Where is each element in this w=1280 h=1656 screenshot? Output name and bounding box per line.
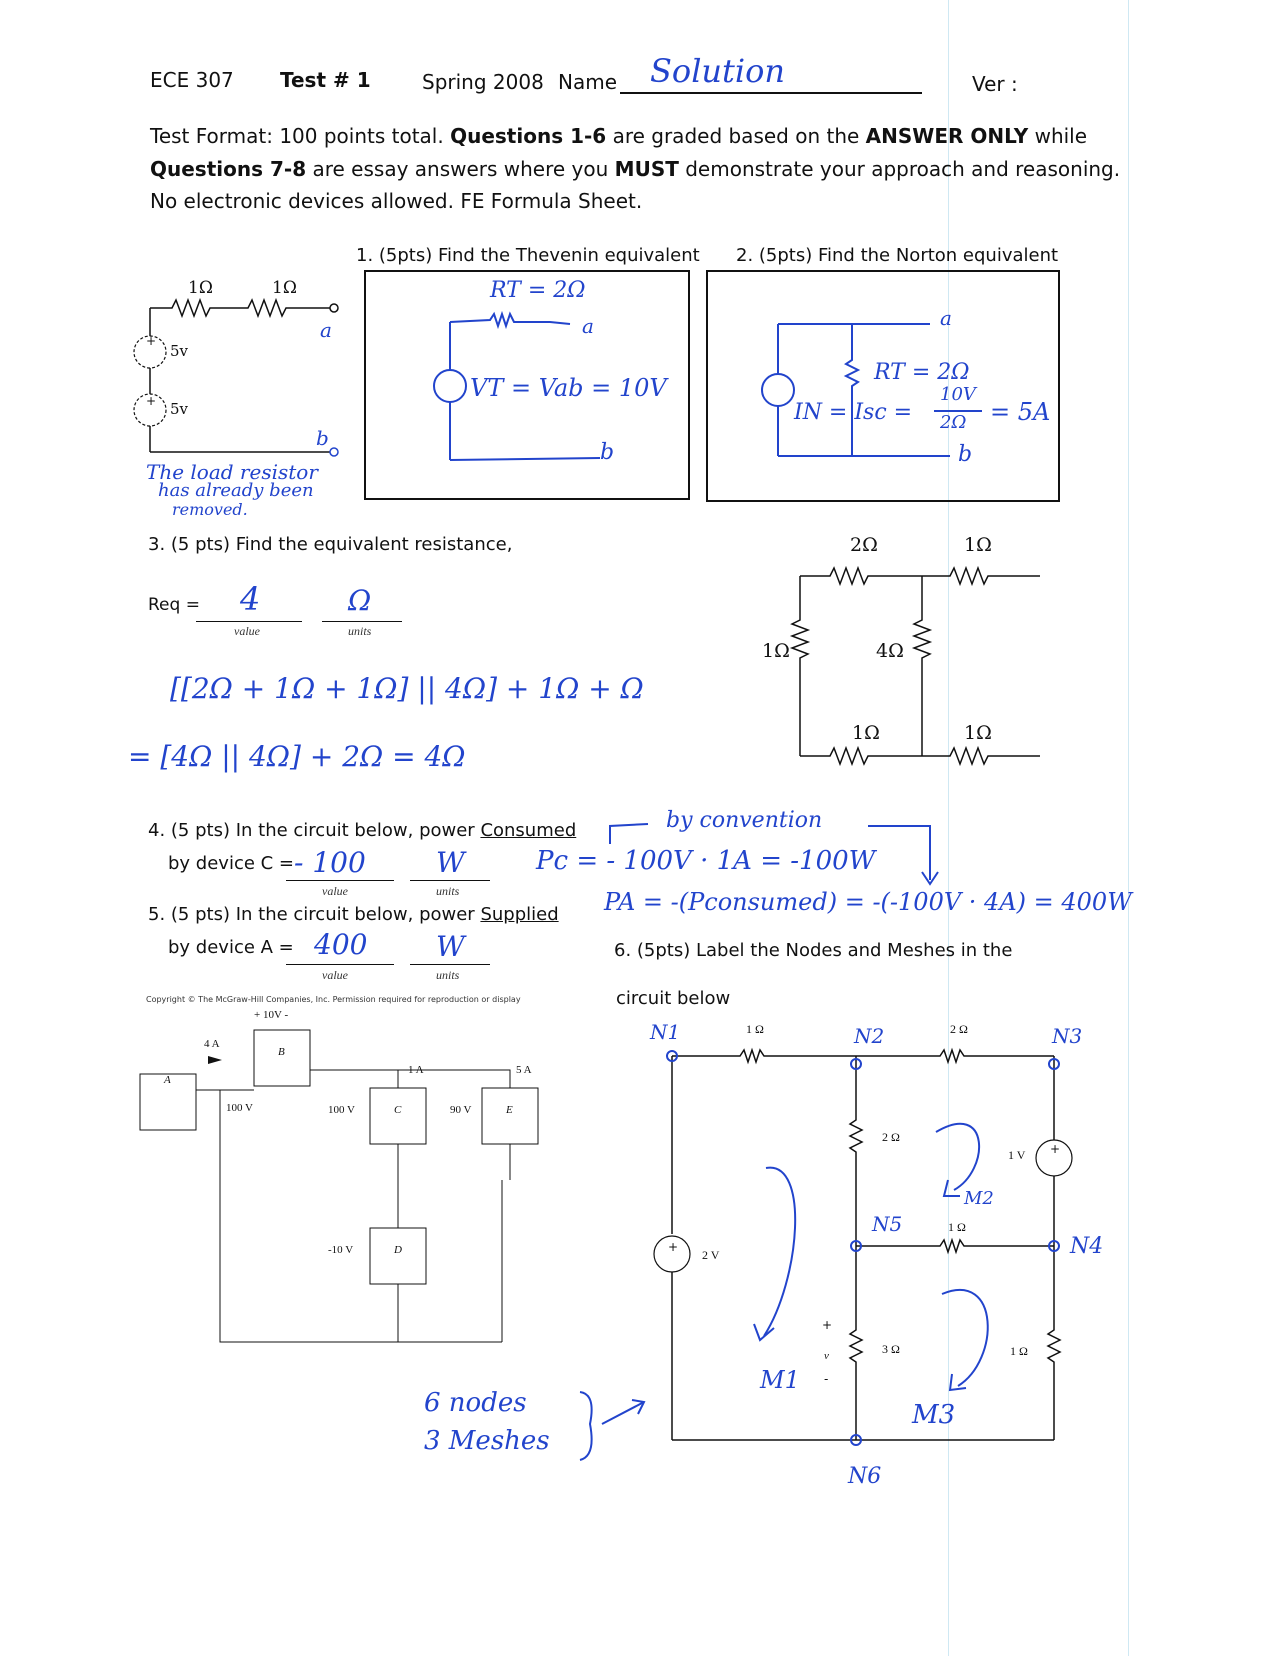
q5-label-d: D: [394, 1244, 402, 1256]
q5-label-c: C: [394, 1104, 402, 1116]
q2-in: IN = Isc =: [794, 400, 913, 425]
q5-copyright: Copyright © The McGraw-Hill Companies, Inc. Permission required for reproduction or display: [146, 995, 521, 1004]
q6-node-n2: N2: [854, 1024, 885, 1048]
q2-node-b: b: [958, 442, 973, 467]
q4-pc: Pc = - 100V · 1A = -100W: [536, 846, 876, 876]
q3-r-left: 1Ω: [762, 640, 790, 662]
q1-rt: RT = 2Ω: [490, 278, 586, 303]
q6-vsense-label: v: [824, 1350, 829, 1362]
q6-vsense-minus: -: [824, 1372, 829, 1386]
q6-v2-plus: +: [668, 1240, 679, 1254]
q2-title: 2. (5pts) Find the Norton equivalent: [736, 245, 1059, 266]
q3-units: Ω: [348, 584, 372, 617]
q3-req-label: Req =: [148, 595, 200, 615]
q3-work-2: = [4Ω || 4Ω] + 2Ω = 4Ω: [128, 740, 466, 773]
q3-work-1: [[2Ω + 1Ω + 1Ω] || 4Ω] + 1Ω + Ω: [170, 672, 644, 705]
name-value: Solution: [650, 52, 785, 90]
q1-note-1: The load resistor: [146, 460, 318, 484]
q5-value-caption: value: [322, 968, 348, 982]
term: Spring 2008: [422, 70, 544, 94]
name-underline: [620, 92, 922, 94]
q6-mesh-m2: M2: [964, 1188, 994, 1209]
q5-pa: PA = -(Pconsumed) = -(-100V · 4A) = 400W: [604, 888, 1132, 916]
q6-node-n6: N6: [848, 1464, 882, 1489]
q6-v1: 1 V: [1008, 1148, 1026, 1162]
q5-units-caption: units: [436, 968, 460, 982]
q5-label-b: B: [278, 1046, 285, 1058]
q4-units-line: [410, 880, 490, 881]
q3-units-line: [322, 621, 402, 622]
q5-line-1: 5. (5 pts) In the circuit below, power Supplied: [148, 904, 559, 925]
q4-value: - 100: [294, 846, 366, 879]
version-label: Ver :: [972, 72, 1018, 96]
q5-units: W: [436, 930, 465, 963]
q5-v-a: 100 V: [226, 1102, 253, 1114]
q6-node-n1: N1: [650, 1020, 681, 1044]
course-code: ECE 307: [150, 68, 234, 92]
format-line-3: No electronic devices allowed. FE Formula Sheet.: [150, 189, 643, 213]
q6-r54: 1 Ω: [948, 1220, 966, 1234]
format-line-2: Questions 7-8 are essay answers where you MUST demonstrate your approach and reasoning.: [150, 157, 1121, 181]
q3-value: 4: [240, 580, 261, 618]
q1-title: 1. (5pts) Find the Thevenin equivalent: [356, 245, 700, 266]
q4-line-2: by device C =: [168, 853, 295, 874]
q3-r-mid: 4Ω: [876, 640, 904, 662]
q5-label-a: A: [164, 1074, 171, 1086]
q6-title: 6. (5pts) Label the Nodes and Meshes in the: [614, 940, 1013, 961]
q6-r4: 1 Ω: [1010, 1344, 1028, 1358]
q2-frac-top: 10V: [940, 384, 976, 405]
q3-circuit: [790, 560, 1050, 770]
q3-r-bot-right: 1Ω: [964, 722, 992, 744]
q1-vt: VT = Vab = 10V: [470, 374, 667, 402]
q3-r-top-right: 1Ω: [964, 534, 992, 556]
q1-node-b: b: [316, 426, 329, 450]
q3-title: 3. (5 pts) Find the equivalent resistance,: [148, 534, 513, 555]
q6-summary-brace: [574, 1386, 654, 1466]
q6-r12: 1 Ω: [746, 1022, 764, 1036]
q1-r1-label: 1Ω: [188, 278, 213, 298]
q1-r2-label: 1Ω: [272, 278, 297, 298]
q5-v-e: 90 V: [450, 1104, 472, 1116]
q6-node-n4: N4: [1070, 1234, 1104, 1259]
q4-value-line: [286, 880, 394, 881]
q6-r25: 2 Ω: [882, 1130, 900, 1144]
q1-note-2: has already been: [158, 480, 314, 501]
q1-note-3: removed.: [172, 500, 248, 519]
q1-v1-plus: +: [146, 334, 157, 348]
q6-title-2: circuit below: [616, 988, 731, 1009]
q6-mesh-m1: M1: [760, 1366, 800, 1394]
q4-convention: by convention: [666, 808, 823, 833]
q5-value-line: [286, 964, 394, 965]
q4-units-caption: units: [436, 884, 460, 898]
q1-v2-plus: +: [146, 394, 157, 408]
q5-i-a: 4 A: [204, 1038, 220, 1050]
q1-ans-a: a: [582, 314, 594, 338]
q5-i-e: 5 A: [516, 1064, 532, 1076]
q6-summary-meshes: 3 Meshes: [424, 1426, 550, 1456]
q5-value: 400: [314, 928, 368, 961]
q1-v1-label: 5v: [170, 342, 189, 360]
q6-v2: 2 V: [702, 1248, 720, 1262]
q1-ans-b: b: [600, 440, 615, 465]
q3-value-line: [196, 621, 302, 622]
q6-vsense-plus: +: [822, 1318, 833, 1332]
q2-result: = 5A: [990, 398, 1051, 426]
q5-i-c: 1 A: [408, 1064, 424, 1076]
q3-r-bot-left: 1Ω: [852, 722, 880, 744]
q3-r-top-left: 2Ω: [850, 534, 878, 556]
q5-label-e: E: [506, 1104, 513, 1116]
q2-norton-drawing: [760, 300, 1020, 470]
q4-line-1: 4. (5 pts) In the circuit below, power Consumed: [148, 820, 577, 841]
q3-value-caption: value: [234, 624, 260, 638]
q6-r56: 3 Ω: [882, 1342, 900, 1356]
q6-summary-nodes: 6 nodes: [424, 1388, 527, 1418]
q5-circuit: [130, 1020, 530, 1360]
q2-rt: RT = 2Ω: [874, 360, 970, 385]
q4-units: W: [436, 846, 465, 879]
q6-v1-plus: +: [1050, 1142, 1061, 1156]
q2-frac-bottom: 2Ω: [940, 412, 967, 433]
q5-v-top: + 10V -: [254, 1009, 289, 1021]
q5-units-line: [410, 964, 490, 965]
q6-mesh-m3: M3: [912, 1400, 956, 1430]
q5-line-2: by device A =: [168, 937, 294, 958]
q6-node-n5: N5: [872, 1212, 903, 1236]
q1-node-a: a: [320, 318, 332, 342]
name-label: Name: [558, 70, 618, 94]
q6-r23: 2 Ω: [950, 1022, 968, 1036]
q3-units-caption: units: [348, 624, 372, 638]
q1-v2-label: 5v: [170, 400, 189, 418]
q2-node-a: a: [940, 306, 952, 330]
q6-circuit: [660, 1040, 1080, 1460]
page-guide-line: [1128, 0, 1129, 1656]
test-number: Test # 1: [280, 68, 371, 92]
format-line-1: Test Format: 100 points total. Questions 1-6 are graded based on the ANSWER ONLY while: [150, 124, 1088, 148]
q4-value-caption: value: [322, 884, 348, 898]
q5-v-c: 100 V: [328, 1104, 355, 1116]
q6-node-n3: N3: [1052, 1024, 1083, 1048]
q5-v-d: -10 V: [328, 1244, 354, 1256]
